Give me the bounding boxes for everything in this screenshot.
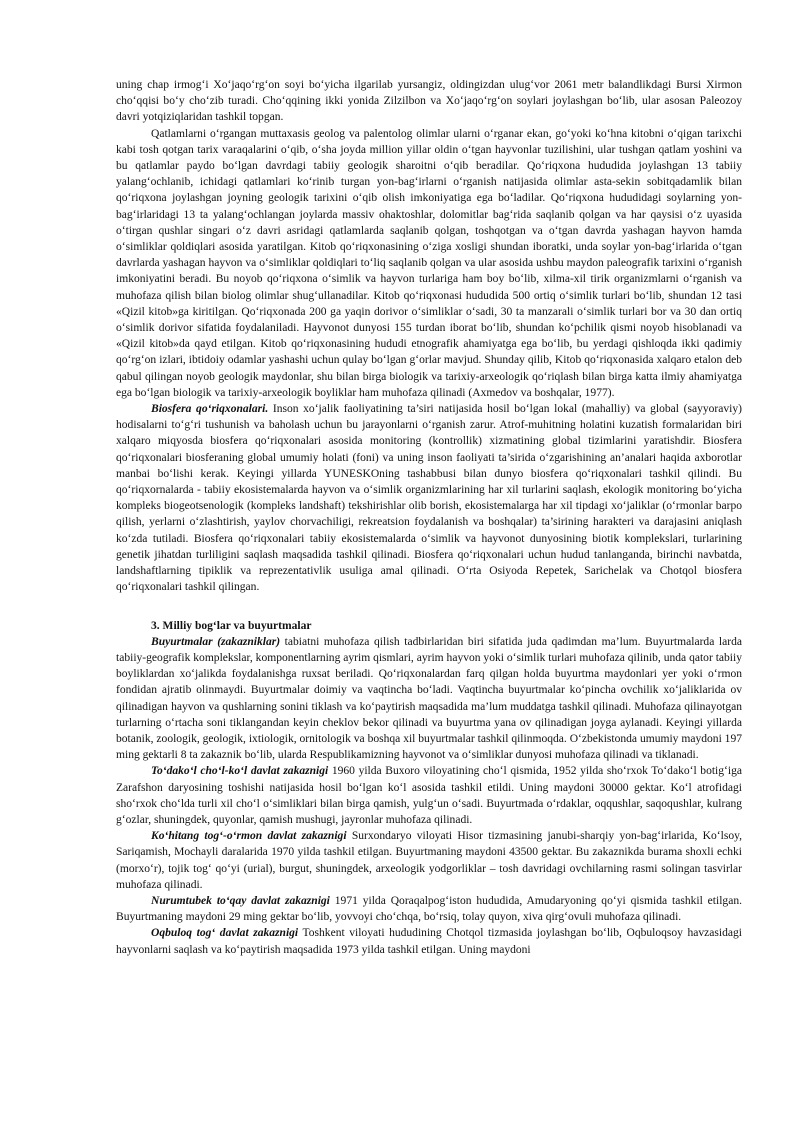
paragraph-lead-term: Biosfera qo‘riqxonalari. xyxy=(151,403,269,416)
paragraph-text: Toshkent viloyati hududining Chotqol tizmasida joylashgan bo‘lib, Oqbuloqsoy havzasidagi hayvonlarni saqlash va ko‘paytirish maqsadida 1973 yilda tashkil etilgan. Uning maydoni xyxy=(116,927,743,956)
paragraph-text: 1971 yilda Qoraqalpog‘iston hududida, Amudaryoning qo‘yi qismida tashkil etilgan. Buyurtmaning maydoni 29 ming gektar bo‘lib, yovvoyi cho‘chqa, bo‘rsiq, tolay quyon, xiva qirg‘ovuli muhofaza qilinadi. xyxy=(116,894,742,924)
paragraph-intro xyxy=(116,77,742,126)
paragraph-text: Inson xo‘jalik faoliyatining ta’siri natijasida hosil bo‘lgan lokal (mahalliy) va global (sayyoraviy) hodisalarni to‘g‘ri tushunish va baholash uchun bu jarayonlarni o‘rganish zarur. Atrof-muhitning holatini kuzatish formalaridan biri xalqaro miqyosda biosfera qo‘riqxonalari asosida monitoring (kontrollik) xizmatining global tizimlarini yaratishdir. Biosfera qo‘riqxonalari biosferaning global umumiy holati (foni) va uning inson faoliyati ta’sirida o‘zgarishining an’analari haqida axborotlar manbai bo‘lishi kerak. Keyingi yillarda YUNESKOning tashabbusi bilan dunyo biosfera qo‘riqxonalari tashkil qilindi. Bu qo‘riqxornalarda - tabiiy ekosistemalarda hayvon va o‘simlik organizmlarining har xil turlarini saqlash, ekologik monitoring bo‘yicha kompleks biogeotsenologik (kompleks landshaft) tekshirishlar olib borish, ekosistemalarga har xil tipdagi xo‘jaliklar (o‘rmonlar barpo qilish, yerlarni o‘zlashtirish, yaylov chorvachiligi, rekreatsion foydalanish va boshqalar) ta’sirining harakteri va darajasini aniqlash ko‘zda tutiladi. Biosfera qo‘riqxonalari tabiiy ekosistemalarda o‘simlik va hayvonot dunyosining biotik komplekslari, turlarining genetik jihatdan turliligini saqlash maqsadida tashkil qilinadi. Biosfera qo‘riqxonalari uchun hudud tanlanganda, birinchi navbatda, landshaftlarning tipiklik va reprezentativlik usuliga amal qilinadi. O‘rta Osiyoda Repetek, Sarichelak va Chotqol biosfera qo‘riqxonalari tashkil qilingan. xyxy=(116,403,742,594)
paragraph-lead-term: Buyurtmalar (zakazniklar) xyxy=(151,635,281,648)
section-heading: 3. Milliy bog‘lar va buyurtmalar xyxy=(151,619,312,632)
paragraph-reserves-intro xyxy=(116,634,742,764)
document-page xyxy=(116,77,742,958)
paragraph-text: tabiatni muhofaza qilish tadbirlaridan biri sifatida juda qadimdan ma’lum. Buyurtmalarda larda tabiiy-geografik komplekslar, komponentlarning ayrim qismlari, ayrim hayvon yoki o‘simlik turlari muhofaza qilinib, unda qator tabiiy boyliklardan xo‘jalikda foydalanishga ruxsat beriladi. Qo‘riqxonalardan farq qilgan holda buyurtma maydonlari yer yoki o‘rmon fondidan ajratib olinmaydi. Buyurtmalar doimiy va vaqtincha bo‘ladi. Vaqtincha buyurtmalar ko‘pincha ovchilik xo‘jaliklarida ov qilinadigan hayvon va qushlarning sonini tiklash va ko‘paytirish maqsadida ma’lum muddatga tashkil qilinadi. Muhofaza qilinayotgan turlarning o‘rtacha soni tiklangandan keyin cheklov bekor qilinadi va buyurtma yana ov qilinadigan joyga aylanadi. Keyingi yillarda botanik, zoologik, geologik, ixtiologik, ornitologik va boshqa xil buyurtmalar tashkil qilinmoqda. O‘zbekistonda umumiy maydoni 197 ming gektarli 8 ta zakaznik bo‘lib, ularda Respublikamizning hayvonot va o‘simliklar dunyosi muhofaza qilinadi va tiklanadi. xyxy=(116,635,742,762)
paragraph-todakol-reserve xyxy=(116,763,742,828)
paragraph-text: Surxondaryo viloyati Hisor tizmasining janubi-sharqiy yon-bag‘irlarida, Ko‘lsoy, Sariqamish, Mochayli daralarida 1970 yilda tashkil etilgan. Buyurtmaning maydoni 43500 gektar. Bu zakaznikda burama shoxli echki (morxo‘r), tojik tog‘ qo‘yi (urial), burgut, shuningdek, arxeologik yodgorliklar – tosh davridagi ovchilarning rasmi solingan tasvirlar muhofaza qilinadi. xyxy=(116,830,742,891)
paragraph-lead-term: Ko‘hitang tog‘-o‘rmon davlat zakaznigi xyxy=(151,830,347,843)
paragraph-text: uning chap irmog‘i Xo‘jaqo‘rg‘on soyi bo‘yicha ilgarilab yursangiz, oldingizdan ulug‘vor 2061 metr balandlikdagi Bursi Xirmon cho‘qqisi bo‘y cho‘zib turadi. Cho‘qqining ikki yonida Zilzilbon va Xo‘jaqo‘rg‘on soylari joylashgan bo‘lib, ular asosan Paleozoy davri yotqiziqlaridan tashkil topgan. xyxy=(116,79,742,124)
paragraph-kitob-reserve xyxy=(116,126,742,401)
paragraph-lead-term: To‘dako‘l cho‘l-ko‘l davlat zakaznigi xyxy=(151,765,329,778)
paragraph-kohitang-reserve xyxy=(116,828,742,893)
paragraph-nurumtubek-reserve xyxy=(116,893,742,925)
paragraph-biosphere-reserves xyxy=(116,401,742,595)
paragraph-lead-term: Nurumtubek to‘qay davlat zakaznigi xyxy=(151,894,330,907)
paragraph-oqbuloq-reserve xyxy=(116,925,742,957)
paragraph-text: 1960 yilda Buxoro viloyatining cho‘l qismida, 1952 yilda sho‘rxok To‘dako‘l botig‘iga Zarafshon daryosining toshishi natijasida hosil bo‘lgan ko‘l asosida tashkil etildi. Uning maydoni 30000 gektar. Ko‘l atrofidagi sho‘rxok cho‘lda turli xil cho‘l o‘simliklari bilan birga qamish, yulg‘un o‘sadi. Buyurtmada o‘rdaklar, oqqushlar, saqoqushlar, kulrang g‘ozlar, shuningdek, quyonlar, qamish mushugi, jayronlar muhofaza qilinadi. xyxy=(116,765,742,826)
paragraph-lead-term: Oqbuloq tog‘ davlat zakaznigi xyxy=(151,927,299,940)
paragraph-text: Qatlamlarni o‘rgangan muttaxasis geolog va palentolog olimlar ularni o‘rganar ekan, go‘yoki ko‘hna kitobni o‘qigan tarixchi kabi tosh qotgan tarix varaqalarini o‘qib, o‘sha joyda million yillar oldin o‘tgan hayvonlar tuzilishini, ular tushgan qatlam yoshini va bu qatlamlar paydo bo‘lgan davrdagi tabiiy geologik sharoitni o‘qib beradilar. Qo‘riqxona hududida joylashgan 13 tabiiy yalang‘ochlanib, ichidagi qatlamlari ko‘rinib turgan yon-bag‘irlarni o‘rganish natijasida olimlar asta-sekin sobitqadamlik bilan qo‘riqxona joylashgan joyning geologik tarixini o‘qib olish imkoniyatiga ega bo‘ladilar. Qo‘riqxona hududidagi soylarning yon-bag‘irlaridagi 13 ta yalang‘ochlangan joylarda massiv ohaktoshlar, dolomitlar bag‘rida saqlanib qolgan va har qaysisi o‘z uyasida o‘tirgan qushlar singari o‘z davri asridagi qatlamlarda saqlanib qolgan, toshqotgan va o‘tgan davrda yashagan hayvon hamda o‘simliklar qoldiqlari asosida yaratilgan. Kitob qo‘riqxonasining o‘ziga xosligi shundan iboratki, unda soylar yon-bag‘irlarida o‘tgan davrlarda yashagan hayvon va o‘simliklar qoldiqlari to‘liq saqlanib qolgan va ular asosida ushbu maydon paleografik tarixini o‘rganish imkoniyatini beradi. Bu noyob qo‘riqxona o‘simlik va hayvon turlariga ham boy bo‘lib, xilma-xil tirik organizmlarni o‘rganish va muhofaza qilish bilan biolog olimlar shug‘ullanadilar. Kitob qo‘riqxonasi hududida 500 ortiq o‘simlik turlari bo‘lib, shundan 12 tasi «Qizil kitob»ga kiritilgan. Qo‘riqxonada 200 ga yaqin dorivor o‘simliklar o‘sadi, 30 ta manzarali o‘simlik turlari bor va 30 dan ortiq o‘simlik dorivor sifatida foydalaniladi. Hayvonot dunyosi 155 turdan iborat bo‘lib, shundan ko‘pchilik qismi noyob hisoblanadi va «Qizil kitob»da qayd etilgan. Kitob qo‘riqxonasining hududi etnografik ahamiyatga ega bo‘lib, bu yerdagi qishloqda ikki qadimiy qo‘rg‘on izlari, ibtidoiy odamlar yashashi uchun qulay bo‘lgan g‘orlar mavjud. Shunday qilib, Kitob qo‘riqxonasida xalqaro etalon deb qabul qilingan noyob geologik maydonlar, shu bilan birga biologik va tarixiy-arxeologik qo‘riqlash bilan birga katta ilmiy ahamiyatga ega bo‘lgan biologik va tarixiy-arxeologik boyliklar ham muhofaza qilinadi (Axmedov va boshqalar, 1977). xyxy=(116,127,742,399)
